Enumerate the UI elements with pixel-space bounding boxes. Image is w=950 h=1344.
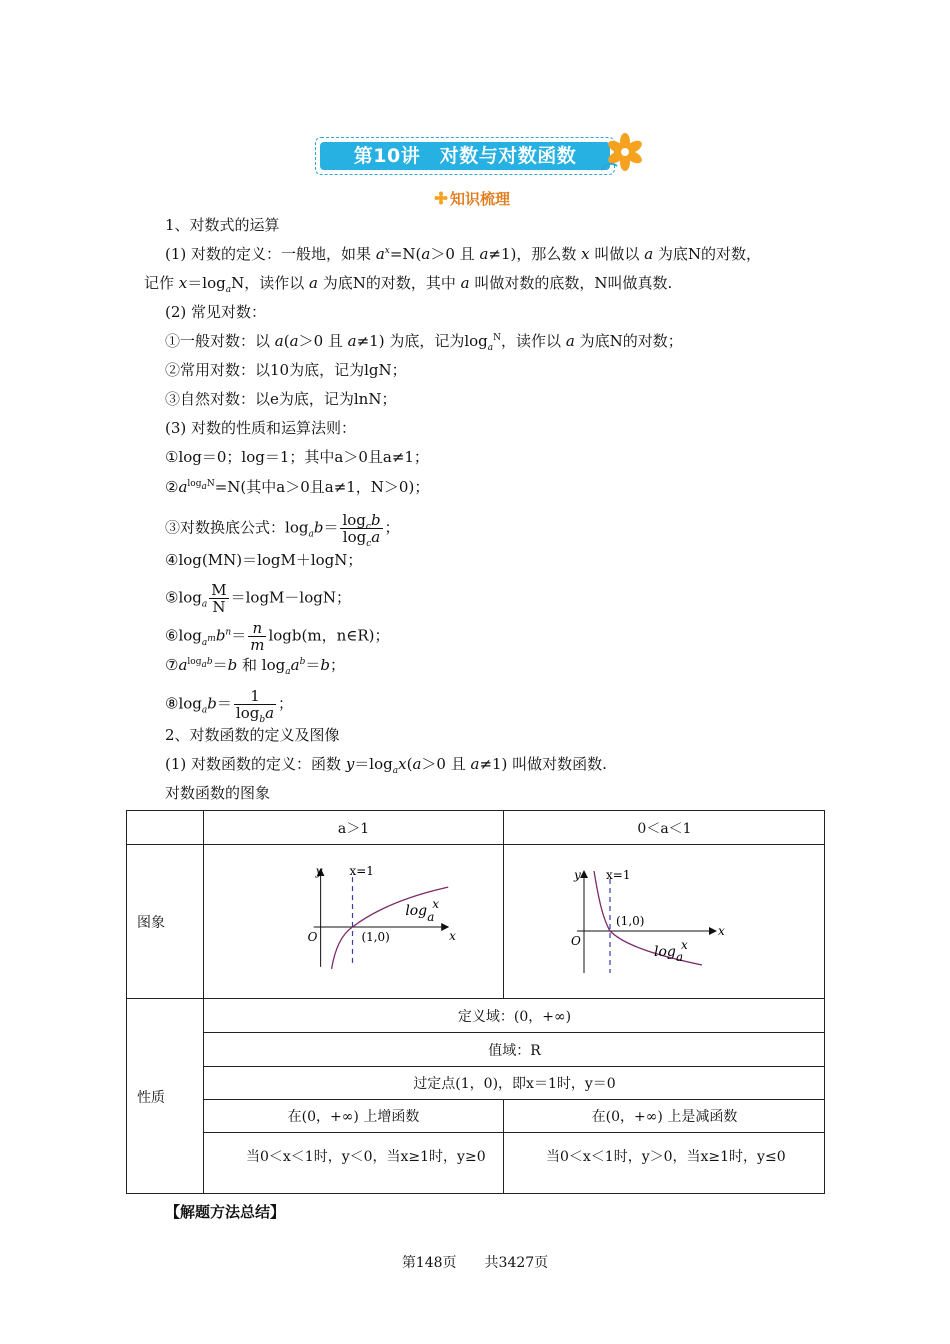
section-heading [434, 187, 510, 209]
origin-label: O [571, 933, 581, 948]
curve-label-sub: a [676, 949, 684, 964]
curve-label-sup: x [681, 937, 688, 952]
flower-icon [595, 130, 647, 178]
graph-increasing-cell [204, 845, 504, 999]
general-log-line: ①一般对数：以 a(a＞0 且 a≠1) 为底，记为$\log_a^N$，读作以 a 为底N的对数； [165, 332, 683, 353]
curve-label: log [654, 943, 676, 960]
origin-label: O [307, 929, 318, 944]
rule-6: $⑥\log_{a^m}b^n=$ $\frac{n}{m}$ logb(m，n∈R)； [165, 619, 390, 654]
curve-label: log [405, 902, 428, 919]
prop-decreasing: 在(0，+∞) 上是减函数 [504, 1100, 825, 1133]
heading-common-logs: (2) 常见对数： [165, 303, 267, 321]
graph-increasing [204, 845, 503, 999]
heading-log-operations: 1、对数式的运算 [165, 216, 280, 234]
method-summary-heading: 【解题方法总结】 [165, 1203, 286, 1221]
function-definition: (1) 对数函数的定义：函数 $y=\log_ax(a>0$ 且 a≠1) 叫做对数函数. [165, 755, 607, 776]
prop-sign-decreasing: 当0＜x＜1时，y＞0，当x≥1时，y≤0 [546, 1149, 786, 1165]
vline-label: x=1 [349, 863, 374, 878]
rule-8: $⑧\log_ab=$ $\frac{1}{\log_ba}$ ； [165, 687, 294, 725]
rule-7: $⑦a^{log_ab}=b$ 和 $\log_aa^b=b$； [165, 656, 345, 677]
rule-5: $⑤\log_a$ $\frac{M}{N}$ ＝logM－logN； [165, 581, 351, 616]
prop-range: 值域：R [204, 1033, 825, 1067]
heading-log-rules: (3) 对数的性质和运算法则： [165, 419, 357, 437]
flower-bullet-icon [434, 191, 448, 205]
log-function-table [126, 810, 825, 1194]
rule-4: ④log(MN)＝logM＋logN； [165, 551, 363, 569]
prop-fixed-point: 过定点(1，0)，即x＝1时，y＝0 [204, 1067, 825, 1100]
rule-1: ①log＝0；log＝1；其中a＞0且a≠1； [165, 448, 429, 466]
vline-label: x=1 [606, 867, 631, 882]
prop-sign-increasing: 当0＜x＜1时，y＜0，当x≥1时，y≥0 [204, 1133, 504, 1194]
common-log-line: ②常用对数：以10为底，记为lgN； [165, 361, 407, 379]
definition-line-2: 记作 $x=\log_aN$，读作以 a 为底N的对数，其中 a 叫做对数的底数，N叫做真数. [144, 274, 673, 295]
point-label: (1,0) [616, 913, 645, 928]
rule-3: ③对数换底公式：$\log_ab=$ $\frac{\log_cb}{\log_ca}$ ； [165, 511, 400, 549]
section-heading-text: 知识梳理 [450, 189, 511, 208]
page-title: 第10讲 对数与对数函数 [320, 142, 610, 170]
heading-log-functions: 2、对数函数的定义及图像 [165, 726, 340, 744]
row-label-graph: 图象 [127, 845, 204, 999]
natural-log-line: ③自然对数：以e为底，记为lnN； [165, 390, 397, 408]
graph-decreasing-cell [504, 845, 825, 999]
graph-decreasing [504, 845, 825, 999]
title-frame [315, 137, 615, 175]
curve-label-sup: x [432, 896, 439, 911]
function-graph-caption: 对数函数的图象 [165, 784, 271, 802]
row-label-properties: 性质 [127, 999, 204, 1194]
rule-2: $②a^{log_aN}=N$(其中a＞0且a≠1，N＞0)； [165, 478, 430, 496]
table-corner [127, 811, 204, 845]
page-number: 第148页 共3427页 [401, 1255, 549, 1271]
x-label: x [449, 928, 456, 943]
header-a-gt-1: a＞1 [204, 811, 504, 845]
prop-domain: 定义域：(0，+∞) [204, 999, 825, 1033]
title-banner [315, 133, 645, 177]
prop-increasing: 在(0，+∞) 上增函数 [204, 1100, 504, 1133]
y-label: y [315, 863, 323, 878]
header-a-lt-1: 0＜a＜1 [504, 811, 825, 845]
definition-line-1: (1) 对数的定义：一般地，如果 $a^x=N(a>0$ 且 a≠1)，那么数 x 叫做以 a 为底N的对数， [165, 245, 762, 263]
y-label: y [574, 867, 581, 882]
log-curve-increasing [332, 887, 449, 969]
point-label: (1,0) [361, 929, 390, 944]
curve-label-sub: a [427, 909, 435, 924]
x-label: x [718, 923, 725, 938]
